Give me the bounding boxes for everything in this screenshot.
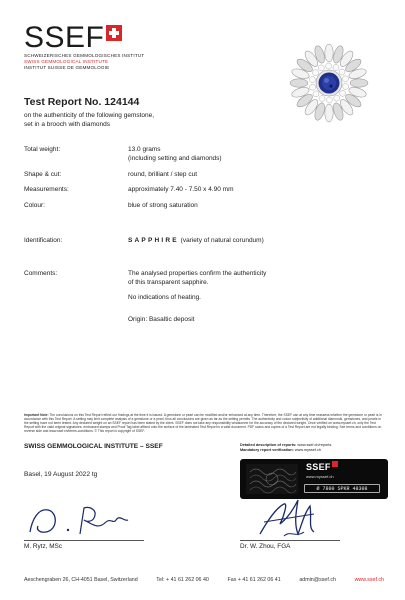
proof-tag-badge [240,459,388,499]
identification-note: (variety of natural corundum) [180,237,264,244]
shape-label: Shape & cut: [24,171,62,178]
reports-link[interactable]: www.ssef.ch/reports [297,443,332,447]
myssef-link[interactable]: www.myssef.ch [294,448,322,452]
badge-brand: SSEF [306,462,338,472]
diamond-stone [326,97,332,103]
brooch-photo [286,40,372,126]
diamond-stone [313,91,319,97]
origin-line: Origin: Basaltic deposit [128,315,195,323]
diamond-stone [326,63,332,69]
diamond-stone [319,95,325,101]
comments-line-3: No indications of heating. [128,294,201,301]
important-note [24,413,384,433]
identification-label: Identification: [24,237,63,244]
logo-line-german: SCHWEIZERISCHES GEMMOLOGISCHES INSTITUT [24,53,145,58]
identification-value: SAPPHIRE [128,237,179,244]
signature-right [254,494,326,542]
footer [24,577,384,583]
diamond-stone [342,76,348,82]
footer-website[interactable]: www.ssef.ch [354,577,384,583]
footer-tel: Tel: + 41 61 262 06 40 [156,577,209,583]
diamond-stone [310,84,316,90]
badge-code: Ø 7800 SPKR 48308 [304,484,380,493]
signature-left [24,500,144,540]
logo-line-english: SWISS GEMMOLOGICAL INSTITUTE [24,59,109,64]
colour-value: blue of strong saturation [128,202,198,209]
diamond-petal [350,79,368,87]
diamond-stone [333,65,339,71]
diamond-stone [340,90,346,96]
verification-info: Detailed description of reports: www.ssef.ch/reports Mandatory report verification: www.myssef.ch [240,443,332,452]
diamond-stone [309,77,315,83]
measurements-value: approximately 7.40 - 7.50 x 4.90 mm [128,186,234,193]
signatory-right: Dr. W. Zhou, FGA [240,543,291,550]
hologram-icon [246,464,298,494]
diamond-stone [343,83,349,89]
institute-name: SWISS GEMMOLOGICAL INSTITUTE – SSEF [24,443,163,450]
diamond-stone [312,70,318,76]
shape-value: round, brilliant / step cut [128,171,198,178]
footer-email[interactable]: admin@ssef.ch [299,577,336,583]
important-note-lead: Important Note: [24,413,49,417]
diamond-petal [290,79,308,87]
report-subtitle: on the authenticity of the following gemstone, set in a brooch with diamonds [24,112,155,128]
swiss-cross-icon [106,25,122,41]
signatory-left: M. Rytz, MSc [24,543,62,550]
diamond-stone [318,65,324,71]
total-weight-note: (including setting and diamonds) [128,154,222,162]
badge-url: www.myssef.ch [306,474,334,479]
total-weight-label: Total weight: [24,146,61,153]
badge-cross-icon [332,461,338,467]
issue-date: Basel, 19 August 2022 tg [24,471,98,478]
colour-label: Colour: [24,202,45,209]
measurements-label: Measurements: [24,186,69,193]
report-title: Test Report No. 124144 [24,96,140,108]
signature-line-right [240,540,340,541]
diamond-petal [325,44,333,62]
comments-line-2: of this transparent sapphire. [128,278,209,286]
logo-line-french: INSTITUT SUISSE DE GEMMOLOGIE [24,65,110,70]
diamond-petal [325,104,333,122]
signature-line-left [24,540,144,541]
important-note-text: The conclusions on this Test Report reflect our findings at the time it is issued. A gemstone or pearl can be modified and/or enhanced at any time. Therefore, the SSEF can at any time reassess whether the gemstone or pearl is in accordance with this Test Report. A setting may limit complete analysis of a gemstone or a pearl, thus all conclusions are given as far as the setting permits. The authenticity and colour subjectivity of additional diamonds, gemstones, and pearls in the setting have not been tested. Any declared weight on an SSEF report has been stated by the client. SSEF does not take any responsibility whatsoever for the accuracy of the declared weight. Once verified on www.myssef.ch, only the Test Report with the valid original signatures, embossed stamps and Proof Tag label affixed onto the surface of the laminated Test Report is a valid document. PDF scans and copies of a Test Report are not legally binding. See terms and conditions on reverse side and www.ssef.ch/terms-conditions. © This report is copyright of SSEF. [24,413,382,434]
footer-address: Aeschengraben 26, CH-4051 Basel, Switzerland [24,577,138,583]
diamond-stone [339,69,345,75]
diamond-stone [334,95,340,101]
total-weight-value: 13.0 grams [128,146,161,153]
logo-wordmark: SSEF [24,21,105,54]
comments-label: Comments: [24,270,58,277]
comments-line-1: The analysed properties confirm the authenticity [128,270,267,277]
footer-fax: Fax + 41 61 262 06 41 [227,577,281,583]
ssef-logo [24,21,174,71]
